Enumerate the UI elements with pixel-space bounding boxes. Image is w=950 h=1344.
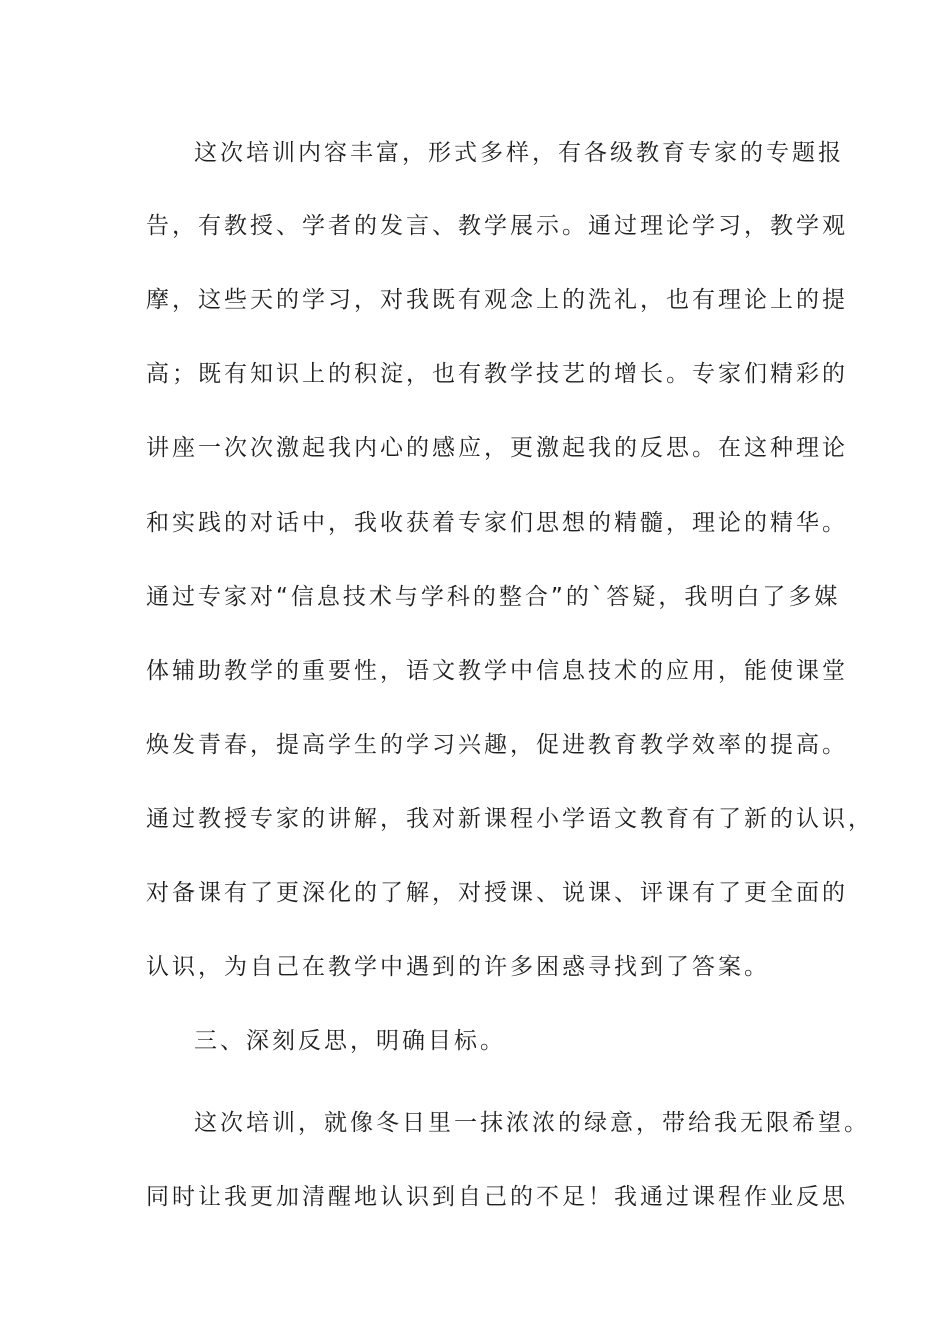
paragraph-line-4: 高；既有知识上的积淀，也有教学技艺的增长。专家们精彩的: [146, 361, 848, 387]
paragraph-line-15: 同时让我更加清醒地认识到自己的不足！我通过课程作业反思: [146, 1184, 848, 1210]
section-heading: 三、深刻反思，明确目标。: [194, 1028, 506, 1054]
paragraph-line-1: 这次培训内容丰富，形式多样，有各级教育专家的专题报: [194, 140, 844, 166]
paragraph-line-2: 告，有教授、学者的发言、教学展示。通过理论学习，教学观: [146, 213, 848, 239]
paragraph-line-7: 通过专家对“信息技术与学科的整合”的`答疑，我明白了多媒: [146, 584, 841, 610]
paragraph-line-14: 这次培训，就像冬日里一抹浓浓的绿意，带给我无限希望。: [194, 1110, 870, 1136]
paragraph-line-10: 通过教授专家的讲解，我对新课程小学语文教育有了新的认识，: [146, 806, 874, 832]
paragraph-line-12: 认识，为自己在教学中遇到的许多困惑寻找到了答案。: [146, 954, 770, 980]
paragraph-line-6: 和实践的对话中，我收获着专家们思想的精髓，理论的精华。: [146, 510, 848, 536]
paragraph-line-9: 焕发青春，提高学生的学习兴趣，促进教育教学效率的提高。: [146, 732, 848, 758]
paragraph-line-11: 对备课有了更深化的了解，对授课、说课、评课有了更全面的: [146, 880, 848, 906]
paragraph-line-8: 体辅助教学的重要性，语文教学中信息技术的应用，能使课堂: [146, 658, 848, 684]
paragraph-line-3: 摩，这些天的学习，对我既有观念上的洗礼，也有理论上的提: [146, 287, 848, 313]
paragraph-line-5: 讲座一次次激起我内心的感应，更激起我的反思。在这种理论: [146, 435, 848, 461]
